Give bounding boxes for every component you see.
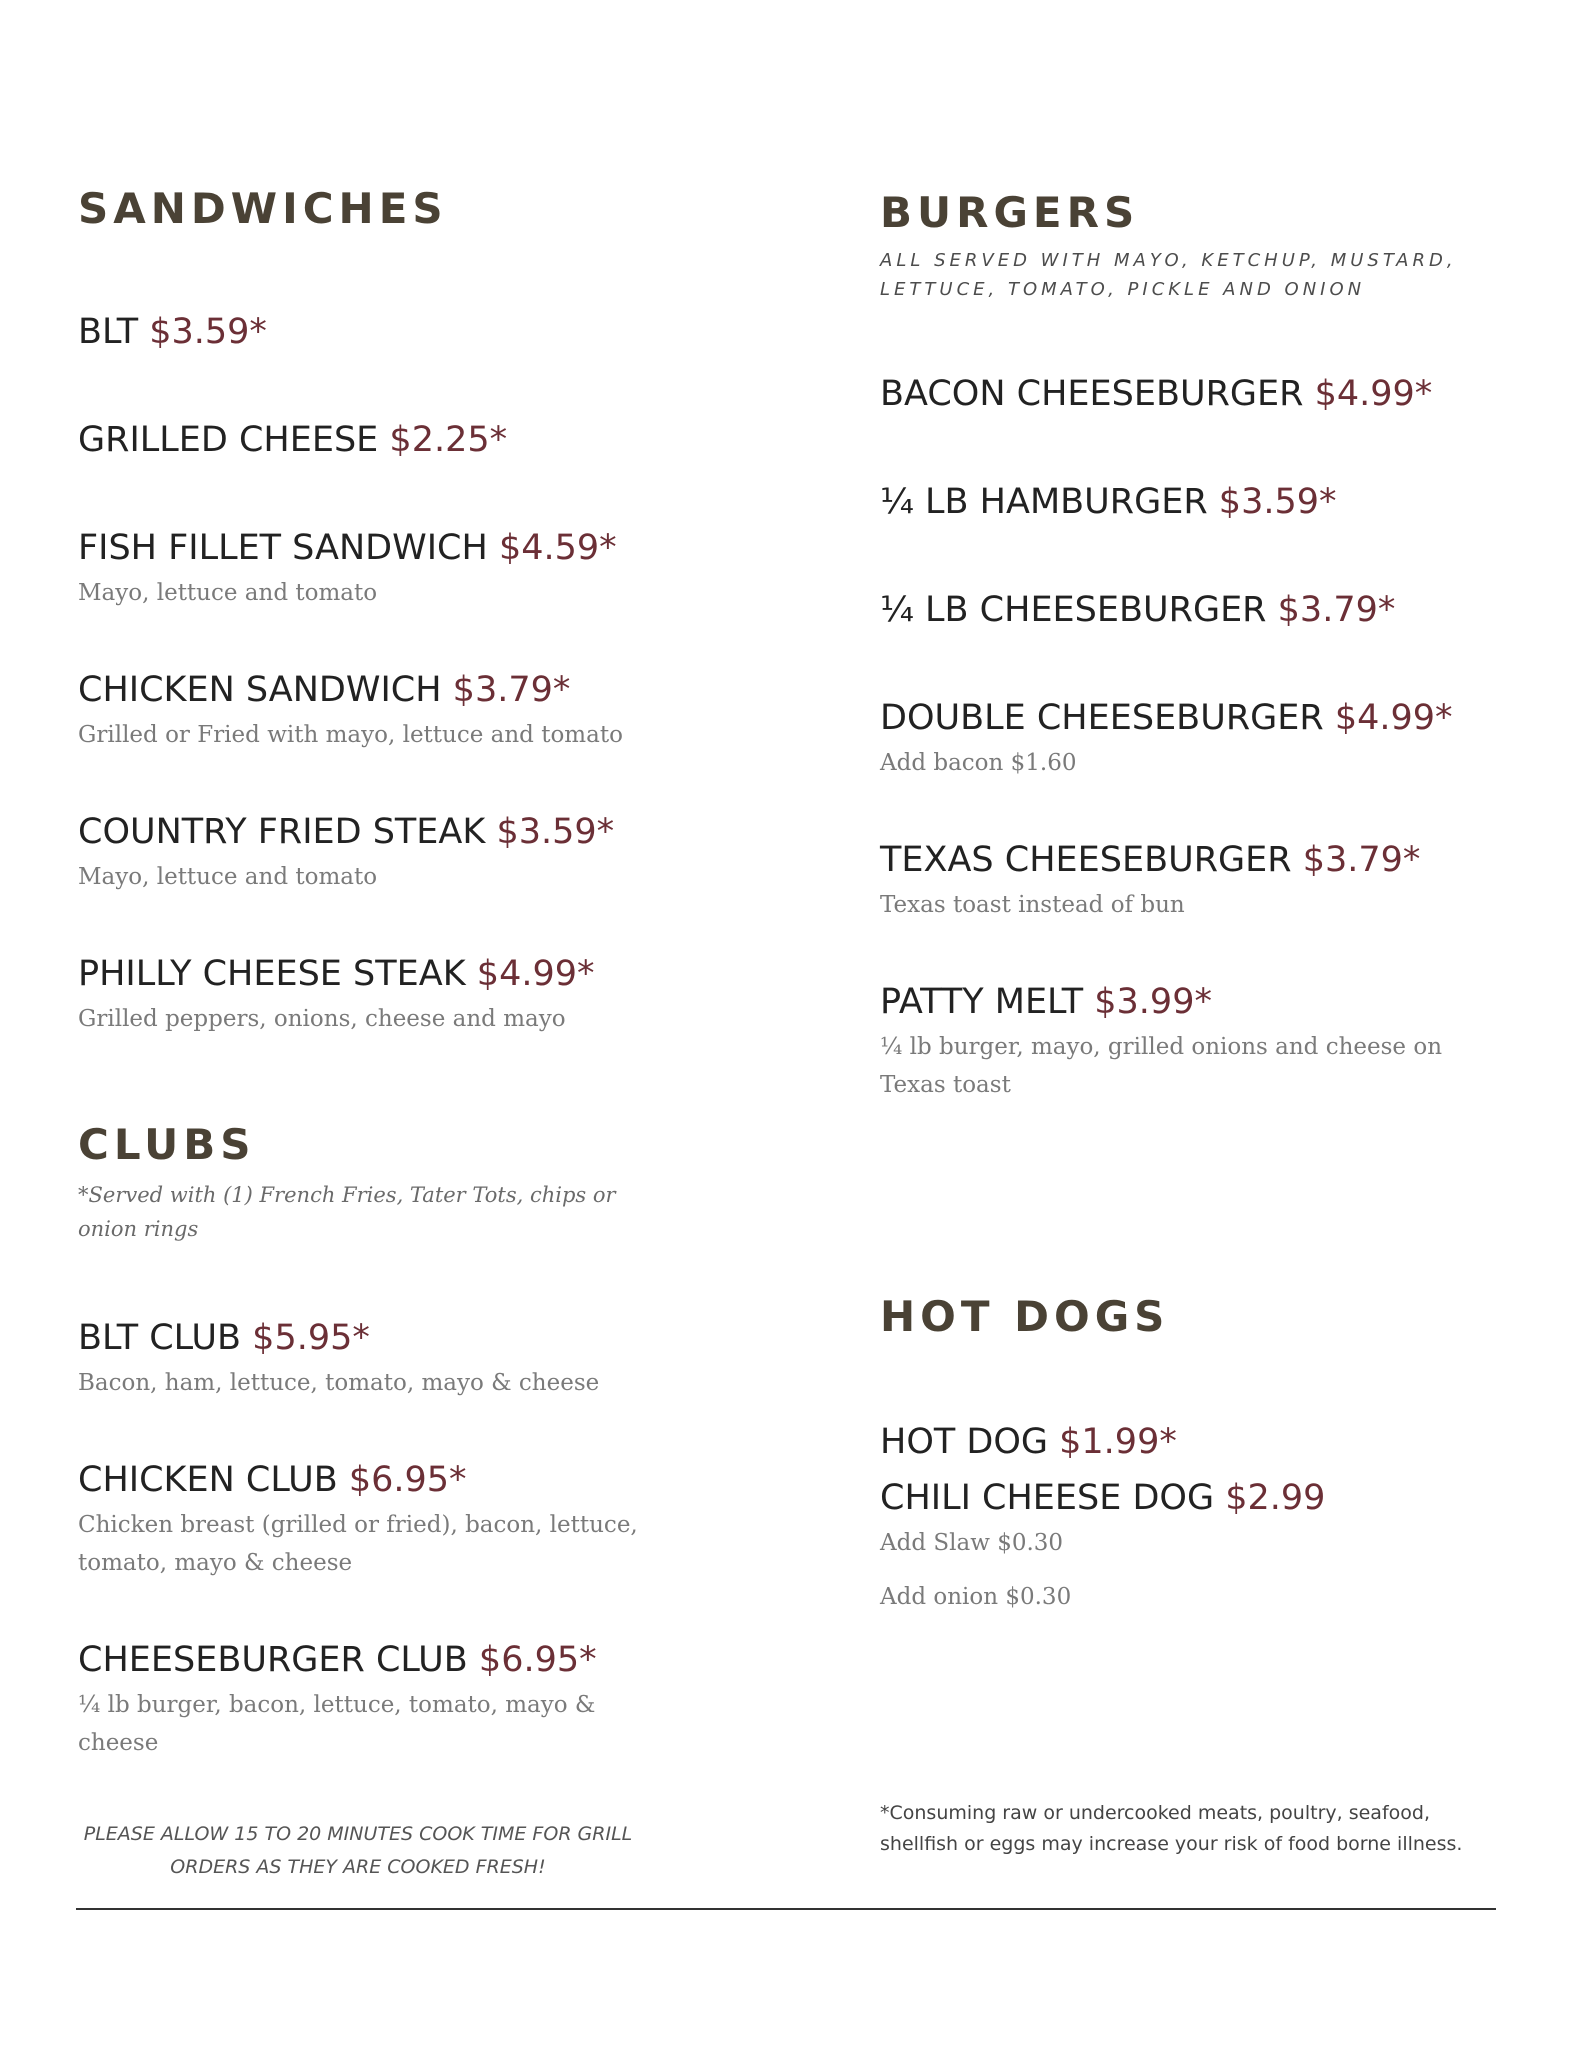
item-price: $3.59* — [496, 812, 615, 852]
item-description: Mayo, lettuce and tomato — [78, 864, 378, 890]
menu-item — [78, 810, 614, 896]
burgers-note: ALL SERVED WITH MAYO, KETCHUP, MUSTARD, LETTUCE, TOMATO, PICKLE AND ONION — [880, 250, 1457, 300]
menu-item — [880, 696, 1453, 782]
item-price: $3.79* — [452, 670, 571, 710]
item-name: CHILI CHEESE DOG — [880, 1478, 1215, 1518]
item-name: CHICKEN CLUB — [78, 1460, 338, 1500]
item-price: $5.95* — [252, 1318, 370, 1358]
item-price: $3.59* — [1218, 482, 1337, 522]
menu-item — [880, 838, 1420, 924]
menu-item — [78, 668, 623, 754]
item-price: $3.59* — [149, 312, 267, 352]
item-description: Texas toast instead of bun — [880, 892, 1185, 918]
item-name: CHEESEBURGER CLUB — [78, 1640, 468, 1680]
addon-onion: Add onion $0.30 — [880, 1584, 1072, 1610]
addon-slaw: Add Slaw $0.30 — [880, 1530, 1064, 1556]
burgers-heading: BURGERS — [880, 188, 1140, 237]
item-price: $4.99* — [476, 954, 595, 994]
item-name: ¼ LB CHEESEBURGER — [880, 590, 1267, 630]
sandwiches-heading: SANDWICHES — [78, 184, 448, 233]
item-description: Add bacon $1.60 — [880, 750, 1077, 776]
item-name: ¼ LB HAMBURGER — [880, 482, 1208, 522]
menu-item — [78, 952, 595, 1038]
item-name: PATTY MELT — [880, 982, 1084, 1022]
item-name: HOT DOG — [880, 1422, 1048, 1462]
item-price: $6.95* — [478, 1640, 597, 1680]
item-price: $3.99* — [1094, 982, 1212, 1022]
item-price: $2.25* — [389, 420, 508, 460]
item-description: Chicken breast (grilled or fried), bacon, lettuce, tomato, mayo & cheese — [78, 1512, 638, 1576]
bottom-divider — [76, 1908, 1496, 1910]
menu-item — [880, 588, 1395, 632]
item-price: $6.95* — [348, 1460, 467, 1500]
item-name: CHICKEN SANDWICH — [78, 670, 442, 710]
item-name: COUNTRY FRIED STEAK — [78, 812, 486, 852]
item-description: ¼ lb burger, bacon, lettuce, tomato, mayo & cheese — [78, 1692, 596, 1756]
item-description: Mayo, lettuce and tomato — [78, 580, 378, 606]
menu-item — [78, 526, 617, 612]
item-name: DOUBLE CHEESEBURGER — [880, 698, 1324, 738]
item-name: BLT CLUB — [78, 1318, 242, 1358]
clubs-heading: CLUBS — [78, 1120, 256, 1169]
hotdogs-heading: HOT DOGS — [880, 1292, 1170, 1341]
item-name: TEXAS CHEESEBURGER — [880, 840, 1292, 880]
item-price: $4.59* — [498, 528, 617, 568]
menu-item — [78, 1316, 599, 1402]
menu-item — [880, 1420, 1177, 1464]
item-price: $4.99* — [1314, 374, 1433, 414]
menu-item — [880, 1476, 1325, 1616]
menu-item — [880, 372, 1432, 416]
item-name: FISH FILLET SANDWICH — [78, 528, 488, 568]
item-description: ¼ lb burger, mayo, grilled onions and cheese on Texas toast — [880, 1034, 1443, 1098]
clubs-note: *Served with (1) French Fries, Tater Tots, chips or onion rings — [78, 1183, 616, 1241]
menu-item — [880, 480, 1337, 524]
menu-item — [78, 1638, 658, 1762]
item-name: GRILLED CHEESE — [78, 420, 379, 460]
menu-item — [78, 1458, 678, 1582]
item-description: Grilled peppers, onions, cheese and mayo — [78, 1006, 566, 1032]
menu-item — [880, 980, 1510, 1104]
item-price: $1.99* — [1059, 1422, 1177, 1462]
item-price: $3.79* — [1277, 590, 1396, 630]
menu-item — [78, 418, 507, 462]
item-name: BLT — [78, 312, 139, 352]
item-price: $2.99 — [1225, 1478, 1326, 1518]
food-safety-warning: *Consuming raw or undercooked meats, poultry, seafood, shellfish or eggs may increase your risk of food borne illness. — [880, 1802, 1463, 1855]
item-description: Grilled or Fried with mayo, lettuce and tomato — [78, 722, 623, 748]
menu-item — [78, 310, 267, 354]
cook-time-note: PLEASE ALLOW 15 TO 20 MINUTES COOK TIME FOR GRILL ORDERS AS THEY ARE COOKED FRESH! — [83, 1823, 633, 1878]
item-name: BACON CHEESEBURGER — [880, 374, 1304, 414]
item-price: $4.99* — [1334, 698, 1453, 738]
item-name: PHILLY CHEESE STEAK — [78, 954, 466, 994]
item-description: Bacon, ham, lettuce, tomato, mayo & cheese — [78, 1370, 600, 1396]
item-price: $3.79* — [1302, 840, 1421, 880]
